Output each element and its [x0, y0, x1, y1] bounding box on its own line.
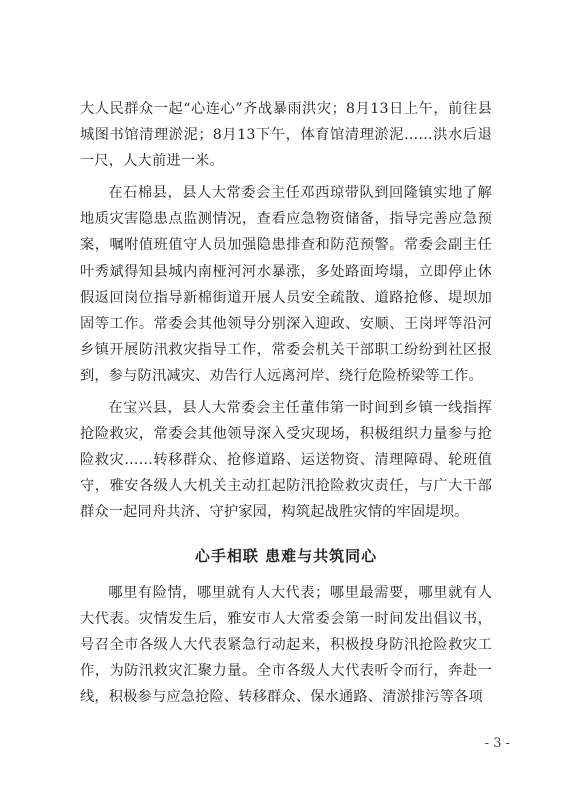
- body-paragraph: 在宝兴县，县人大常委会主任董伟第一时间到乡镇一线指挥抢险救灾，常委会其他领导深入受灾现场，积极组织力量参与抢险救灾……转移群众、抢修道路、运送物资、清理障碍、轮班值守，雅安各级人大机关主动扛起防汛抢险救灾责任，与广大干部群众一起同舟共济、守护家园，构筑起战胜灾情的牢固堤坝。: [80, 400, 492, 521]
- section-heading: 心手相联 患难与共筑同心: [194, 546, 378, 565]
- document-body: [80, 96, 492, 716]
- body-paragraph: 在石棉县，县人大常委会主任邓西琼带队到回隆镇实地了解地质灾害隐患点监测情况，查看应急物资储备，指导完善应急预案，嘱咐值班值守人员加强隐患排查和防范预警。常委会副主任叶秀斌得知县城内南桠河河水暴涨，多处路面垮塌，立即停止休假返回岗位指导新棉街道开展人员安全疏散、道路抢修、堤坝加固等工作。常委会其他领导分别深入迎政、安顺、王岗坪等沿河乡镇开展防汛救灾指导工作，常委会机关干部职工纷纷到社区报到，参与防汛减灾、劝告行人远离河岸、绕行危险桥梁等工作。: [80, 185, 492, 384]
- body-paragraph: 大人民群众一起“心连心”齐战暴雨洪灾；8月13日上午，前往县城图书馆清理淤泥；8月13下午，体育馆清理淤泥……洪水后退一尺，人大前进一米。: [80, 101, 492, 170]
- page-number: - 3 -: [484, 736, 510, 751]
- body-paragraph: 哪里有险情，哪里就有人大代表；哪里最需要，哪里就有人大代表。灾情发生后，雅安市人大常委会第一时间发出倡议书，号召全市各级人大代表紧急行动起来，积极投身防汛抢险救灾工作，为防汛救灾汇聚力量。全市各级人大代表听令而行，奔赴一线，积极参与应急抢险、转移群众、保水通路、清淤排污等各项: [80, 584, 492, 705]
